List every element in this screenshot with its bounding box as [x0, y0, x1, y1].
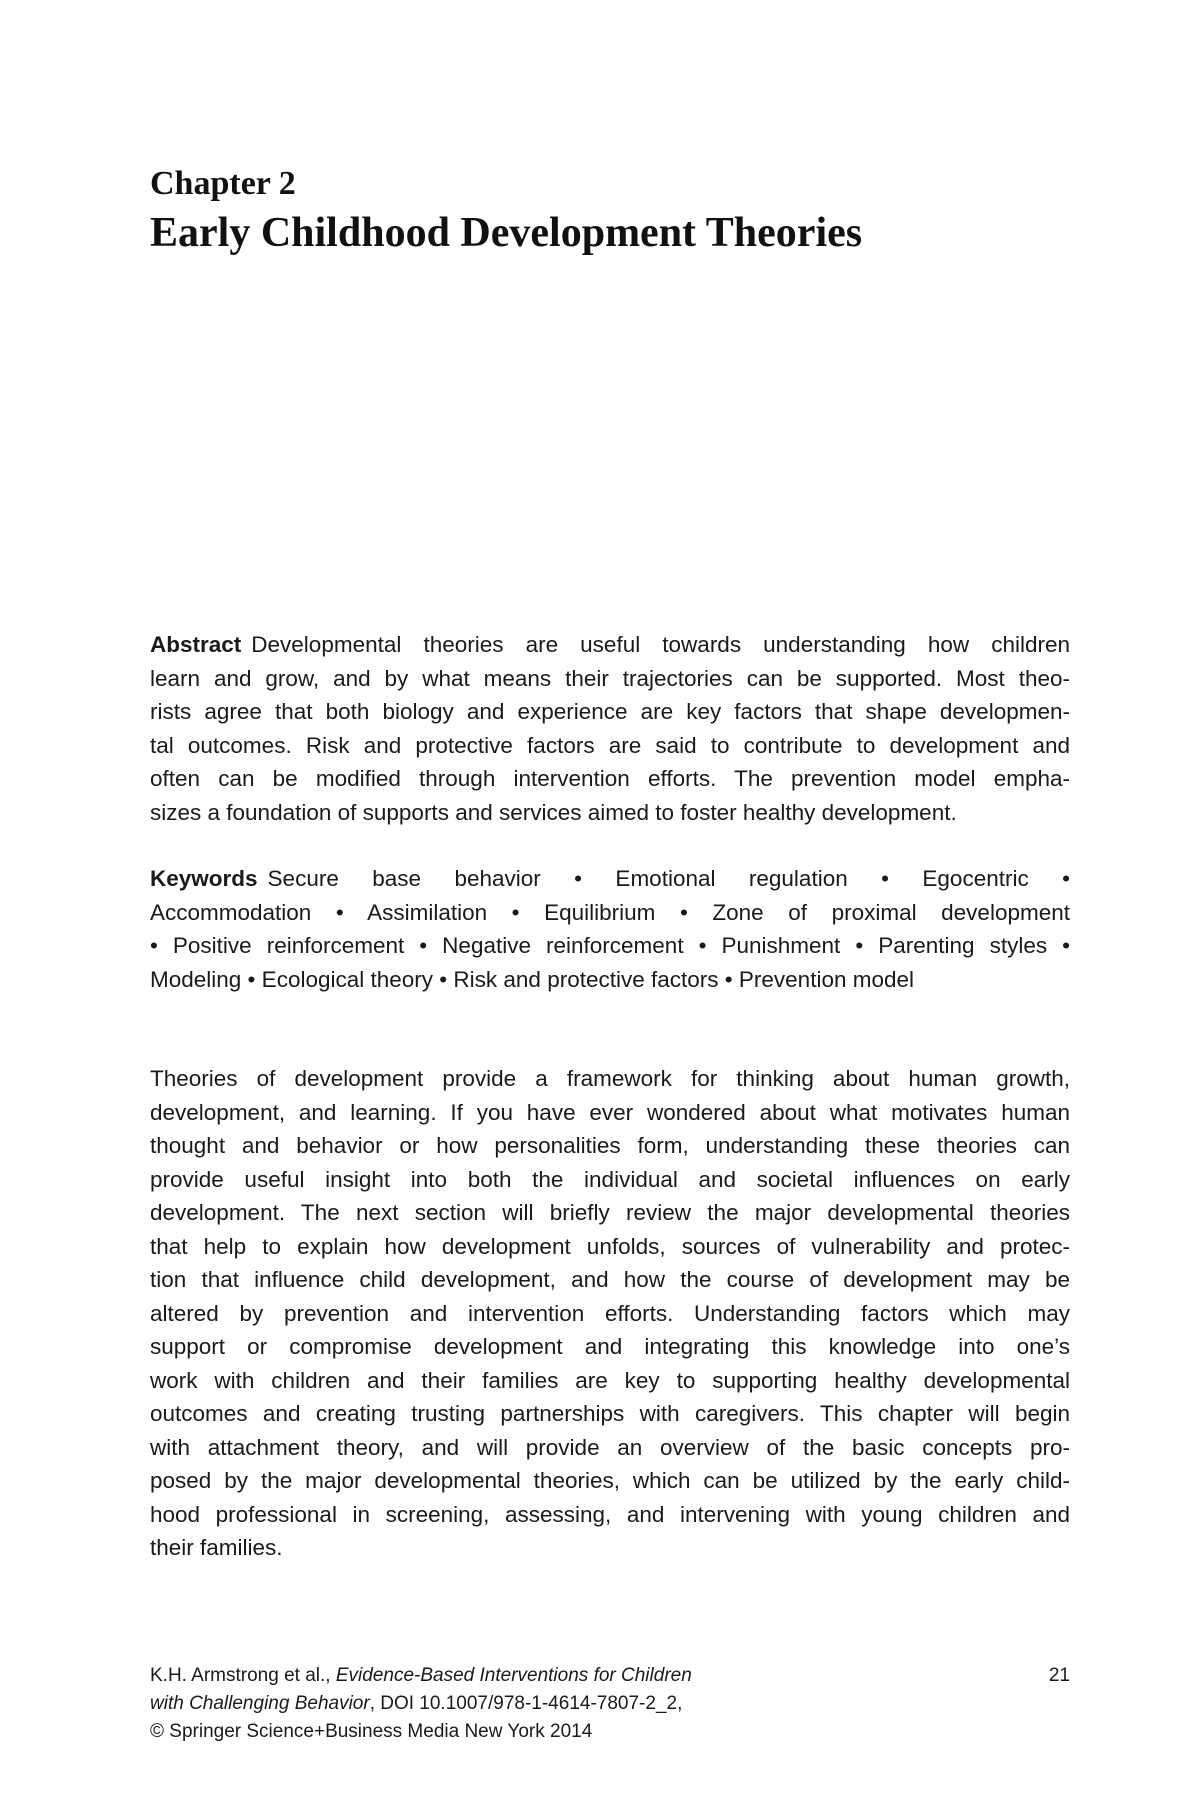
keywords-line: Modeling • Ecological theory • Risk and protective factors • Prevention model — [150, 966, 915, 992]
page-number: 21 — [1048, 1665, 1070, 1686]
body-line: development, and learning. If you have ever wondered about what motivates human — [150, 1099, 1070, 1125]
abstract-line: learn and grow, and by what means their trajectories can be supported. Most theo- — [150, 665, 1070, 691]
footer-book-title: with Challenging Behavior — [150, 1693, 370, 1714]
abstract-line: often can be modified through intervention efforts. The prevention model empha- — [150, 766, 1070, 791]
body-line: that help to explain how development unfolds, sources of vulnerability and protec- — [150, 1233, 1070, 1259]
body-line: altered by prevention and intervention efforts. Understanding factors which may — [150, 1300, 1070, 1326]
abstract-line: rists agree that both biology and experience are key factors that shape developmen- — [150, 699, 1070, 724]
body-paragraph — [150, 1062, 1070, 1565]
abstract-line: sizes a foundation of supports and services aimed to foster healthy development. — [150, 799, 957, 825]
body-line: development. The next section will briefly review the major developmental theories — [150, 1200, 1070, 1225]
page-footer — [150, 1662, 1070, 1746]
body-line: with attachment theory, and will provide an overview of the basic concepts pro- — [150, 1434, 1070, 1460]
footer-citation-line — [150, 1662, 1070, 1690]
chapter-title: Early Childhood Development Theories — [150, 210, 863, 256]
body-line: support or compromise development and integrating this knowledge into one’s — [150, 1334, 1070, 1359]
abstract-label: Abstract — [150, 632, 242, 657]
chapter-label: Chapter 2 — [150, 165, 296, 202]
body-line: hood professional in screening, assessing, and intervening with young children and — [150, 1501, 1070, 1527]
body-line: work with children and their families are key to supporting healthy developmental — [150, 1367, 1070, 1393]
footer-doi: , DOI 10.1007/978-1-4614-7807-2_2, — [369, 1693, 683, 1714]
abstract-line — [150, 628, 1070, 662]
body-line: Theories of development provide a framework for thinking about human growth, — [150, 1066, 1070, 1091]
footer-book-title: Evidence-Based Interventions for Children — [335, 1665, 692, 1686]
abstract-line: tal outcomes. Risk and protective factors are said to contribute to development and — [150, 732, 1070, 758]
body-line: their families. — [150, 1535, 283, 1560]
footer-citation-line — [150, 1690, 1070, 1718]
keywords-line — [150, 862, 1070, 896]
body-line: thought and behavior or how personalities form, understanding these theories can — [150, 1133, 1070, 1158]
keywords-line: • Positive reinforcement • Negative reinforcement • Punishment • Parenting styles • — [150, 933, 1070, 958]
body-line: outcomes and creating trusting partnerships with caregivers. This chapter will begin — [150, 1401, 1070, 1426]
keywords-section — [150, 862, 1070, 996]
keywords-label: Keywords — [150, 866, 258, 891]
body-line: tion that influence child development, and how the course of development may be — [150, 1267, 1070, 1292]
body-line: posed by the major developmental theories, which can be utilized by the early child- — [150, 1468, 1070, 1493]
body-line: provide useful insight into both the individual and societal influences on early — [150, 1166, 1070, 1192]
abstract-section — [150, 628, 1070, 829]
footer-authors: K.H. Armstrong et al., — [150, 1665, 331, 1686]
keywords-text: Secure base behavior • Emotional regulation • Egocentric • — [267, 866, 1070, 891]
footer-copyright: © Springer Science+Business Media New York 2014 — [150, 1721, 593, 1742]
keywords-line: Accommodation • Assimilation • Equilibrium • Zone of proximal development — [150, 899, 1070, 925]
abstract-text: Developmental theories are useful towards understanding how children — [251, 632, 1070, 657]
